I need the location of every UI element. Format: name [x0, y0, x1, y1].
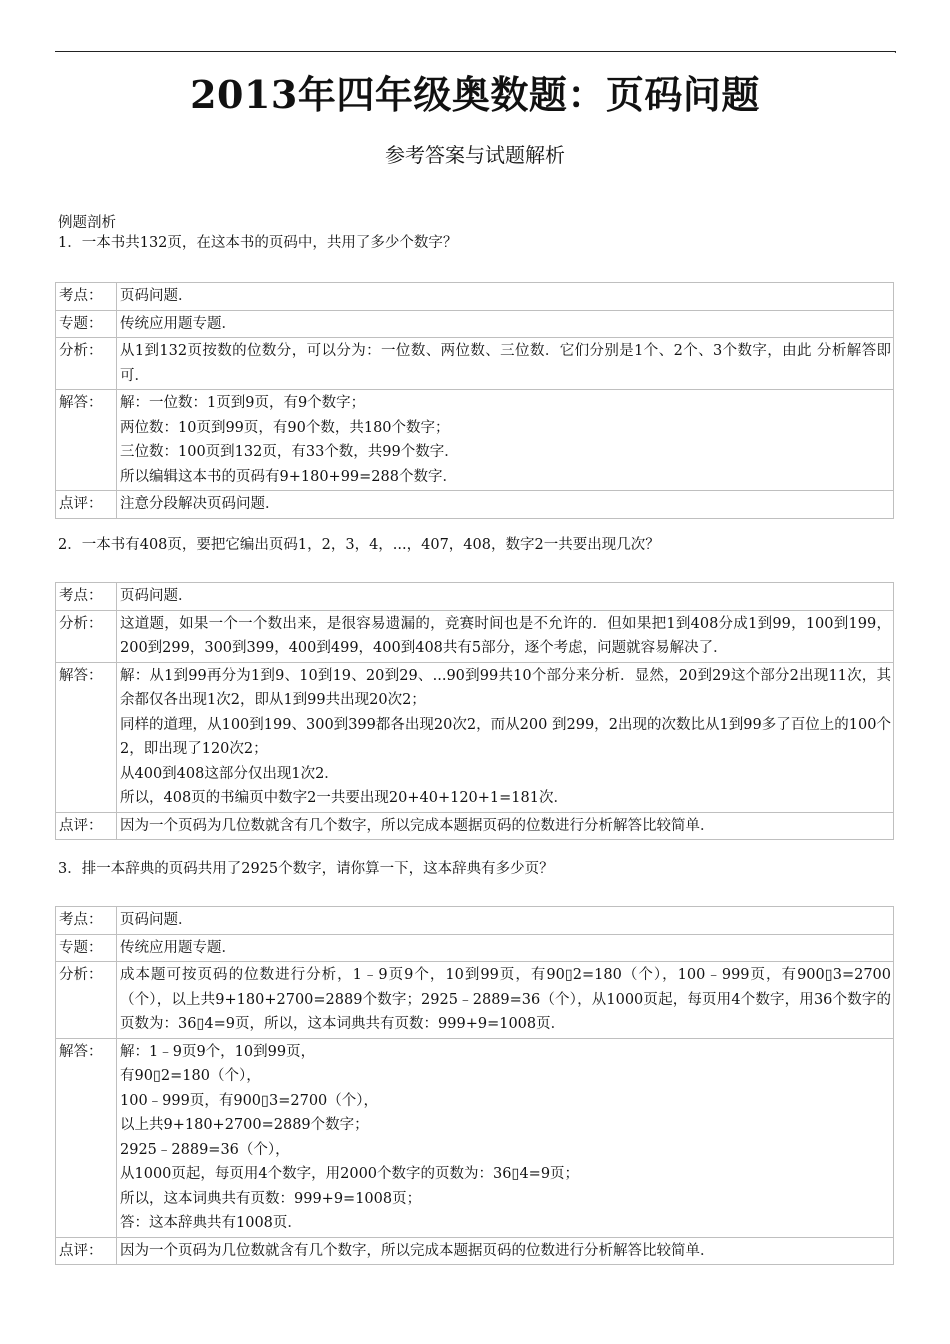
solution-table-3 — [55, 906, 894, 1265]
row-content: 解：一位数：1页到9页，有9个数字； 两位数：10页到99页，有90个数，共180个数字； 三位数：100页到132页，有33个数，共99个数字． 所以编辑这本书的页码有9+180+99=288个数字． — [117, 390, 894, 491]
table-row-comment — [56, 491, 894, 519]
row-content: 页码问题． — [117, 283, 894, 311]
row-label: 专题： — [56, 310, 117, 338]
row-label: 点评： — [56, 812, 117, 840]
row-label: 解答： — [56, 390, 117, 491]
row-label: 考点： — [56, 583, 117, 611]
table-row-comment — [56, 1237, 894, 1265]
row-content: 因为一个页码为几位数就含有几个数字，所以完成本题据页码的位数进行分析解答比较简单． — [117, 1237, 894, 1265]
table-row-answer — [56, 662, 894, 812]
row-label: 分析： — [56, 610, 117, 662]
page-title: 2013年四年级奥数题：页码问题 — [190, 72, 760, 117]
question-1: 1．一本书共132页，在这本书的页码中，共用了多少个数字？ — [58, 235, 458, 251]
solution-table-1 — [55, 282, 894, 519]
table-row-topic — [56, 283, 894, 311]
row-content: 页码问题． — [117, 583, 894, 611]
row-content: 因为一个页码为几位数就含有几个数字，所以完成本题据页码的位数进行分析解答比较简单． — [117, 812, 894, 840]
section-label: 例题剖析 — [58, 215, 116, 231]
table-row-analysis — [56, 338, 894, 390]
row-content: 从1到132页按数的位数分，可以分为：一位数、两位数、三位数．它们分别是1个、2个、3个数字，由此 分析解答即可． — [117, 338, 894, 390]
corner-mark: . — [894, 46, 897, 56]
row-label: 考点： — [56, 283, 117, 311]
table-row-category — [56, 934, 894, 962]
row-label: 点评： — [56, 491, 117, 519]
top-rule — [55, 51, 896, 52]
table-row-topic — [56, 583, 894, 611]
solution-table-2 — [55, 582, 894, 840]
table-row-analysis — [56, 610, 894, 662]
table-row-category — [56, 310, 894, 338]
row-label: 分析： — [56, 338, 117, 390]
row-content: 注意分段解决页码问题． — [117, 491, 894, 519]
row-label: 点评： — [56, 1237, 117, 1265]
row-content: 这道题，如果一个一个数出来，是很容易遗漏的，竞赛时间也是不允许的．但如果把1到408分成1到99，100到199，200到299，300到399，400到499，400到408共有5部分，逐个考虑，问题就容易解决了． — [117, 610, 894, 662]
row-label: 解答： — [56, 662, 117, 812]
page-subtitle: 参考答案与试题解析 — [385, 143, 565, 167]
table-row-comment — [56, 812, 894, 840]
table-row-analysis — [56, 962, 894, 1039]
row-content: 传统应用题专题． — [117, 310, 894, 338]
row-content: 成本题可按页码的位数进行分析，1﹣9页9个，10到99页，有90▯2=180（个），100﹣999页，有900▯3=2700（个），以上共9+180+2700=2889个数字；2925﹣2889=36（个），从1000页起，每页用4个数字，用36个数字的页数为：36▯4=9页，所以，这本词典共有页数：999+9=1008页． — [117, 962, 894, 1039]
table-row-answer — [56, 1038, 894, 1237]
row-label: 分析： — [56, 962, 117, 1039]
row-content: 页码问题． — [117, 907, 894, 935]
row-content: 解：从1到99再分为1到9、10到19、20到29、...90到99共10个部分来分析．显然，20到29这个部分2出现11次，其余都仅各出现1次2，即从1到99共出现20次2； 同样的道理，从100到199、300到399都各出现20次2，而从200 到299，2出现的次数比从1到99多了百位上的100个2，即出现了120次2； 从400到408这部分仅出现1次2． 所以，408页的书编页中数字2一共要出现20+40+120+1=181次． — [117, 662, 894, 812]
row-label: 考点： — [56, 907, 117, 935]
question-3: 3．排一本辞典的页码共用了2925个数字，请你算一下，这本辞典有多少页？ — [58, 861, 554, 877]
row-label: 专题： — [56, 934, 117, 962]
row-content: 传统应用题专题． — [117, 934, 894, 962]
row-content: 解：1﹣9页9个，10到99页， 有90▯2=180（个）， 100﹣999页，有900▯3=2700（个）， 以上共9+180+2700=2889个数字； 2925﹣2889=36（个）， 从1000页起，每页用4个数字，用2000个数字的页数为：36▯4=9页； 所以，这本词典共有页数：999+9=1008页； 答：这本辞典共有1008页． — [117, 1038, 894, 1237]
question-2: 2．一本书有408页，要把它编出页码1，2，3，4，...，407，408，数字2一共要出现几次？ — [58, 537, 660, 553]
table-row-answer — [56, 390, 894, 491]
row-label: 解答： — [56, 1038, 117, 1237]
table-row-topic — [56, 907, 894, 935]
